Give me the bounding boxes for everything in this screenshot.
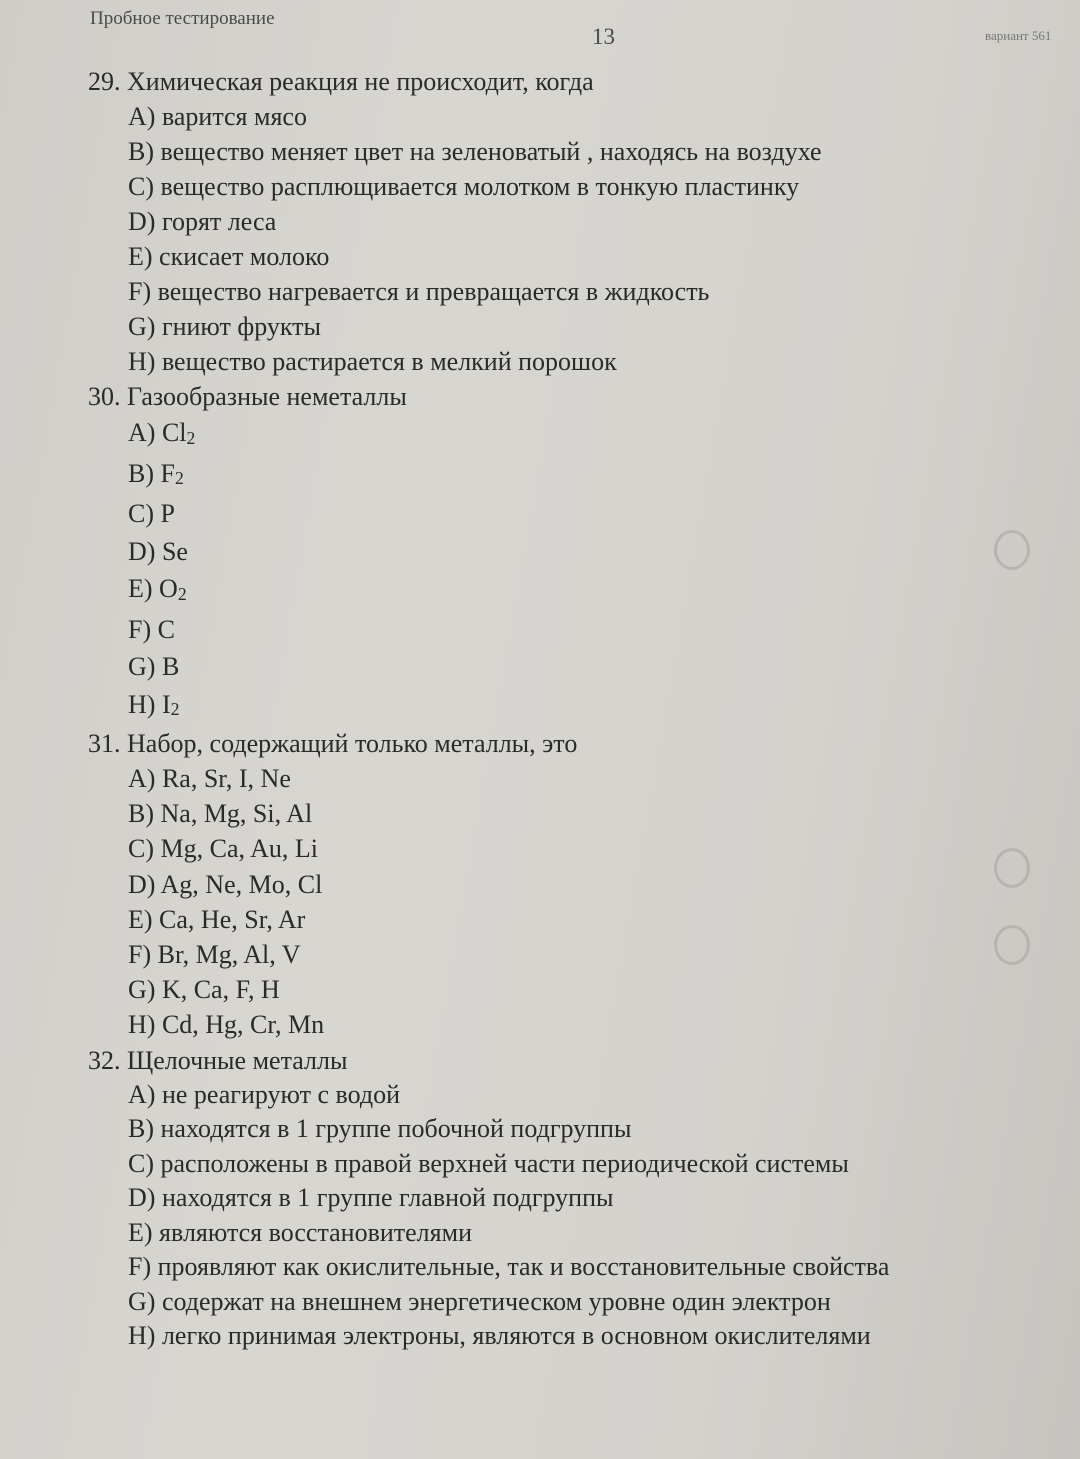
option-letter: F) <box>128 940 152 970</box>
option-subscript: 2 <box>177 583 187 604</box>
option-b <box>0 134 1080 169</box>
option-text: гниют фрукты <box>161 312 321 341</box>
option-text: содержат на внешнем энергетическом уровне один электрон <box>161 1286 831 1316</box>
option-letter: G) <box>128 652 156 681</box>
question-text: Щелочные металлы <box>127 1045 348 1075</box>
option-text: C <box>157 614 175 644</box>
option-e <box>0 570 1080 611</box>
option-subscript: 2 <box>174 468 184 489</box>
option-letter: E) <box>128 242 153 271</box>
option-letter: D) <box>128 869 156 899</box>
option-c <box>0 1147 1080 1182</box>
option-letter: E) <box>128 1217 153 1247</box>
option-f <box>0 937 1080 972</box>
option-text: Cd, Hg, Cr, Mn <box>161 1010 325 1040</box>
option-e <box>0 902 1080 937</box>
test-content <box>0 64 1080 1354</box>
option-e <box>0 239 1080 274</box>
option-a <box>0 1078 1080 1113</box>
option-g <box>0 972 1080 1007</box>
option-text: Mg, Ca, Au, Li <box>160 834 318 864</box>
option-text: K, Ca, F, H <box>161 975 280 1005</box>
option-letter: A) <box>128 1079 156 1109</box>
option-h <box>0 1319 1080 1354</box>
option-h <box>0 686 1080 727</box>
question-text: Газообразные неметаллы <box>127 382 407 411</box>
question-31 <box>0 726 1080 1043</box>
page-number: 13 <box>592 24 615 49</box>
option-a <box>0 99 1080 134</box>
option-text: P <box>160 499 175 528</box>
question-number: 32. <box>88 1045 121 1075</box>
option-letter: F) <box>128 614 152 644</box>
option-text: вещество нагревается и превращается в жидкость <box>157 277 710 306</box>
option-c <box>0 831 1080 866</box>
option-text: не реагируют с водой <box>161 1079 400 1109</box>
option-letter: D) <box>128 1183 156 1213</box>
option-text: O <box>159 574 178 603</box>
option-letter: C) <box>128 499 154 528</box>
option-letter: D) <box>128 536 156 566</box>
question-title <box>0 1043 1080 1078</box>
option-d <box>0 1181 1080 1216</box>
option-a <box>0 414 1080 455</box>
option-letter: H) <box>128 689 156 719</box>
option-text: Cl <box>161 418 187 447</box>
option-letter: B) <box>128 1114 154 1144</box>
option-text: вещество растирается в мелкий порошок <box>161 347 617 376</box>
option-letter: G) <box>128 975 156 1005</box>
option-text: вещество расплющивается молотком в тонкую пластинку <box>160 172 800 201</box>
option-text: Na, Mg, Si, Al <box>160 799 313 829</box>
option-letter: E) <box>128 574 153 603</box>
option-f <box>0 611 1080 649</box>
option-subscript: 2 <box>170 699 180 720</box>
option-g <box>0 1285 1080 1320</box>
question-title <box>0 726 1080 761</box>
option-letter: E) <box>128 904 153 934</box>
option-b <box>0 455 1080 496</box>
question-title <box>0 379 1080 414</box>
option-text: находятся в 1 группе главной подгруппы <box>161 1183 614 1213</box>
option-text: Se <box>161 536 188 566</box>
option-letter: B) <box>128 458 154 488</box>
option-letter: F) <box>128 277 152 306</box>
question-30 <box>0 379 1080 726</box>
option-text: I <box>161 689 171 719</box>
question-number: 30. <box>88 382 121 411</box>
option-c <box>0 495 1080 533</box>
option-b <box>0 796 1080 831</box>
option-text: вещество меняет цвет на зеленоватый , находясь на воздухе <box>160 137 822 166</box>
option-letter: F) <box>128 1252 152 1282</box>
variant-label: вариант 561 <box>985 28 1052 43</box>
option-text: скисает молоко <box>159 242 330 271</box>
option-text: B <box>161 652 180 681</box>
question-text: Химическая реакция не происходит, когда <box>127 67 594 96</box>
option-f <box>0 1250 1080 1285</box>
option-d <box>0 867 1080 902</box>
option-letter: A) <box>128 418 156 447</box>
question-text: Набор, содержащий только металлы, это <box>127 729 578 758</box>
option-letter: H) <box>128 347 156 376</box>
option-letter: A) <box>128 764 156 793</box>
option-letter: A) <box>128 102 156 131</box>
option-text: расположены в правой верхней части периодической системы <box>160 1148 849 1178</box>
option-text: являются восстановителями <box>159 1217 472 1247</box>
option-text: Ca, He, Sr, Ar <box>159 904 306 934</box>
option-letter: C) <box>128 172 154 201</box>
option-h <box>0 344 1080 379</box>
option-g <box>0 648 1080 686</box>
option-b <box>0 1112 1080 1147</box>
option-text: Br, Mg, Al, V <box>157 940 301 970</box>
option-letter: G) <box>128 1286 156 1316</box>
option-letter: B) <box>128 137 154 166</box>
option-text: проявляют как окислительные, так и восстановительные свойства <box>157 1252 890 1282</box>
option-letter: B) <box>128 799 154 829</box>
option-text: Ag, Ne, Mo, Cl <box>160 869 323 899</box>
option-letter: G) <box>128 312 156 341</box>
option-a <box>0 761 1080 796</box>
option-subscript: 2 <box>186 427 196 448</box>
question-title <box>0 64 1080 99</box>
option-text: легко принимая электроны, являются в основном окислителями <box>161 1321 871 1351</box>
question-29 <box>0 64 1080 379</box>
option-d <box>0 533 1080 571</box>
question-number: 29. <box>88 67 121 96</box>
question-32 <box>0 1043 1080 1354</box>
option-text: варится мясо <box>161 102 307 131</box>
question-number: 31. <box>88 729 121 758</box>
option-g <box>0 309 1080 344</box>
option-c <box>0 169 1080 204</box>
option-f <box>0 274 1080 309</box>
option-letter: D) <box>128 207 156 236</box>
option-letter: C) <box>128 1148 154 1178</box>
option-text: F <box>160 458 175 488</box>
option-letter: H) <box>128 1321 156 1351</box>
header-title: Пробное тестирование <box>90 8 275 29</box>
option-text: горят леса <box>161 207 277 236</box>
option-text: находятся в 1 группе побочной подгруппы <box>160 1114 632 1144</box>
option-h <box>0 1007 1080 1042</box>
option-letter: C) <box>128 834 154 864</box>
option-d <box>0 204 1080 239</box>
option-e <box>0 1216 1080 1251</box>
option-letter: H) <box>128 1010 156 1040</box>
option-text: Ra, Sr, I, Ne <box>161 764 291 793</box>
